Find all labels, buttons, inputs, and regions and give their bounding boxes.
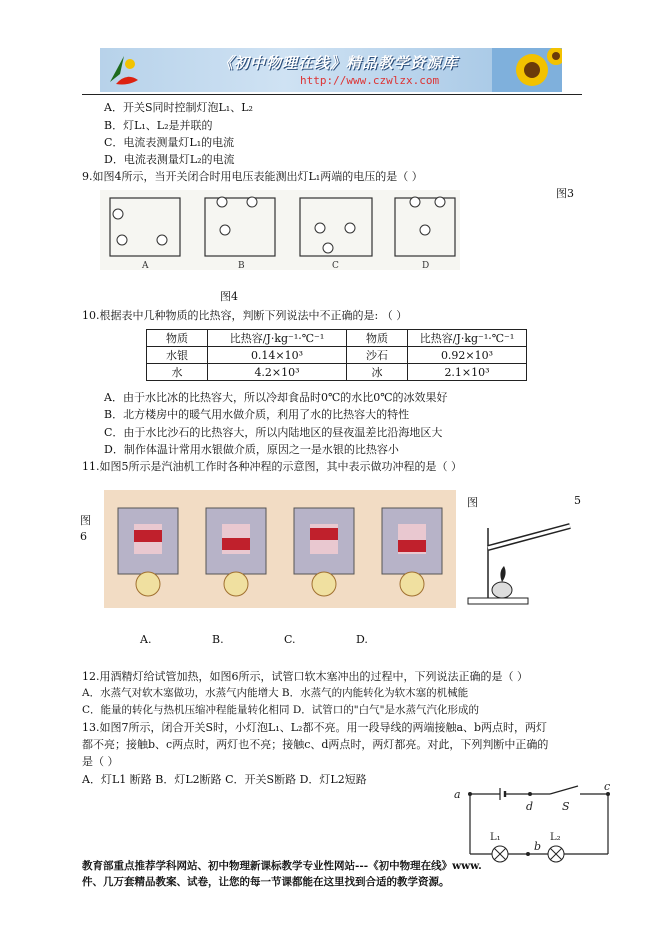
q8-option-b: B．灯L₁、L₂是并联的 (104, 119, 213, 132)
banner-url[interactable]: http://www.czwlzx.com (300, 74, 440, 87)
site-logo-icon (106, 52, 142, 88)
fig5-label-number: 5 (574, 494, 581, 507)
test-tube-heating-figure (460, 508, 580, 608)
table-cell: 2.1×10³ (408, 364, 527, 381)
q13-options: A．灯L1 断路 B．灯L2断路 C．开关S断路 D．灯L2短路 (82, 773, 367, 786)
q11-option-c: C. (284, 633, 296, 646)
fig6-label-prefix: 图 (80, 514, 91, 527)
fig6-label-number: 6 (80, 530, 87, 543)
lamp-l2-label: L₂ (550, 832, 561, 843)
q13-question-line1: 13.如图7所示，闭合开关S时，小灯泡L₁、L₂都不亮。用一段导线的两端接触a、b两点时，两灯 (82, 721, 548, 734)
table-header: 比热容/J·kg⁻¹·℃⁻¹ (408, 330, 527, 347)
table-header: 比热容/J·kg⁻¹·℃⁻¹ (208, 330, 347, 347)
header-banner (100, 48, 562, 92)
table-cell: 水银 (147, 347, 208, 364)
fig4-label-d: D (422, 261, 430, 270)
q12-options-ab: A．水蒸气对软木塞做功，水蒸气内能增大 B．水蒸气的内能转化为软木塞的机械能 (82, 687, 469, 699)
q11-option-d: D. (356, 633, 368, 646)
table-cell: 水 (147, 364, 208, 381)
q8-option-a: A．开关S同时控制灯泡L₁、L₂ (104, 101, 253, 114)
q13-question-line2: 都不亮；接触b、c两点时，两灯也不亮；接触c、d两点时，两灯都亮。对此，下列判断中正确的 (82, 738, 549, 751)
q11-option-b: B. (212, 633, 224, 646)
q10-option-a: A．由于水比冰的比热容大，所以冷却食品时0℃的水比0℃的冰效果好 (104, 391, 448, 404)
point-d-label: d (526, 800, 534, 813)
point-a-label: a (454, 788, 461, 801)
q9-question: 9.如图4所示，当开关闭合时用电压表能测出灯L₁两端的电压的是（ ） (82, 170, 423, 183)
fig4-circuits (100, 190, 460, 270)
header-divider (82, 94, 582, 95)
q13-question-line3: 是（ ） (82, 755, 119, 768)
fig4-caption: 图4 (220, 290, 238, 303)
table-cell: 0.14×10³ (208, 347, 347, 364)
q10-option-b: B．北方楼房中的暖气用水做介质，利用了水的比热容大的特性 (104, 408, 410, 421)
table-cell: 沙石 (347, 347, 408, 364)
banner-title: 《初中物理在线》精品教学资源库 (218, 54, 459, 72)
q10-option-d: D．制作体温计常用水银做介质，原因之一是水银的比热容小 (104, 443, 399, 456)
switch-s-label: S (562, 800, 570, 813)
q12-options-cd: C．能量的转化与热机压缩冲程能量转化相同 D．试管口的"白气"是水蒸气汽化形成的 (82, 704, 479, 716)
fig3-label: 图3 (556, 187, 574, 200)
table-header: 物质 (147, 330, 208, 347)
q10-option-c: C．由于水比沙石的比热容大，所以内陆地区的昼夜温差比沿海地区大 (104, 426, 443, 439)
sunflower-icon (492, 48, 562, 92)
table-cell: 0.92×10³ (408, 347, 527, 364)
fig4-label-a: A (142, 261, 149, 270)
fig5-label-prefix: 图 (467, 496, 478, 509)
lamp-l1-label: L₁ (490, 832, 501, 843)
table-header: 物质 (347, 330, 408, 347)
fig4-label-c: C (332, 261, 339, 270)
q10-question: 10.根据表中几种物质的比热容，判断下列说法中不正确的是: （ ） (82, 309, 408, 322)
point-b-label: b (534, 840, 542, 853)
specific-heat-table (146, 329, 527, 381)
footer-line1: 教育部重点推荐学科网站、初中物理新课标教学专业性网站---《初中物理在线》www. (82, 860, 482, 872)
q11-question: 11.如图5所示是汽油机工作时各种冲程的示意图，其中表示做功冲程的是（ ） (82, 460, 462, 473)
engine-strokes-figure (104, 490, 456, 608)
q8-option-c: C．电流表测量灯L₁的电流 (104, 136, 235, 149)
fig4-label-b: B (238, 261, 245, 270)
q11-option-a: A. (140, 633, 152, 646)
table-cell: 4.2×10³ (208, 364, 347, 381)
point-c-label: c (604, 784, 611, 793)
footer-line2: 件、几万套精品教案、试卷，让您的每一节课都能在这里找到合适的教学资源。 (82, 876, 450, 888)
table-cell: 冰 (347, 364, 408, 381)
q12-question: 12.用酒精灯给试管加热，如图6所示，试管口软木塞冲出的过程中，下列说法正确的是（ ） (82, 670, 528, 683)
q8-option-d: D．电流表测量灯L₂的电流 (104, 153, 235, 166)
